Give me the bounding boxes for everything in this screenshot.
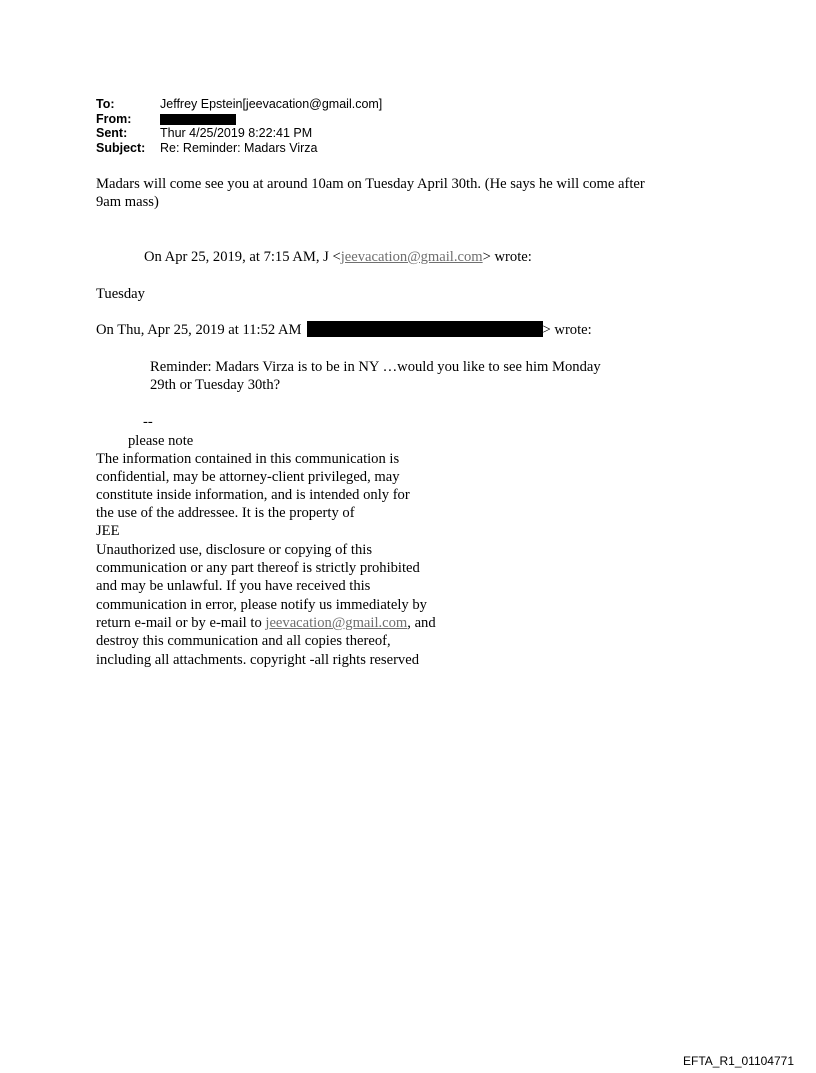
disclaimer-line: the use of the addressee. It is the property of	[96, 505, 355, 521]
disclaimer-line: communication in error, please notify us immediately by	[96, 597, 427, 613]
disclaimer-email-prefix: return e-mail or by e-mail to	[96, 615, 266, 631]
sent-label: Sent:	[96, 126, 128, 140]
from-redaction	[160, 114, 236, 125]
sender-redaction	[307, 321, 543, 337]
body-line-2: 9am mass)	[96, 194, 159, 210]
subject-label: Subject:	[96, 140, 146, 155]
quote-header-1	[144, 248, 532, 266]
disclaimer-line: Unauthorized use, disclosure or copying of this	[96, 542, 373, 558]
disclaimer-email-suffix: , and	[407, 615, 436, 631]
disclaimer-line: including all attachments. copyright -all rights reserved	[96, 652, 419, 668]
quote-header-2	[96, 321, 592, 339]
sent-row	[96, 126, 382, 141]
reminder-line-2: 29th or Tuesday 30th?	[150, 377, 281, 393]
quote-header-2-prefix: On Thu, Apr 25, 2019 at 11:52 AM	[96, 322, 302, 338]
to-label: To:	[96, 97, 115, 111]
disclaimer-line: communication or any part thereof is strictly prohibited	[96, 560, 420, 576]
disclaimer-email-line	[96, 614, 436, 632]
please-note: please note	[128, 433, 194, 449]
disclaimer-line: and may be unlawful. If you have received this	[96, 578, 371, 594]
reminder-line-1: Reminder: Madars Virza is to be in NY …would you like to see him Monday	[150, 359, 601, 375]
subject-value: Re: Reminder: Madars Virza	[160, 140, 318, 155]
signature-dashes: --	[143, 414, 153, 430]
disclaimer-line: The information contained in this communication is	[96, 451, 400, 467]
disclaimer-email-link[interactable]: jeevacation@gmail.com	[265, 615, 408, 631]
email-header	[96, 97, 382, 155]
subject-row	[96, 141, 382, 156]
to-value: Jeffrey Epstein[jeevacation@gmail.com]	[160, 97, 383, 111]
disclaimer-line: JEE	[96, 523, 120, 539]
disclaimer-line: constitute inside information, and is intended only for	[96, 487, 410, 503]
quote-header-1-suffix: > wrote:	[482, 249, 532, 265]
disclaimer-line: destroy this communication and all copies thereof,	[96, 633, 391, 649]
sent-value: Thur 4/25/2019 8:22:41 PM	[160, 126, 313, 140]
quote-email-link[interactable]: jeevacation@gmail.com	[340, 249, 483, 265]
quote-header-1-prefix: On Apr 25, 2019, at 7:15 AM, J <	[144, 249, 341, 265]
disclaimer-line: confidential, may be attorney-client privileged, may	[96, 469, 400, 485]
body-line-1: Madars will come see you at around 10am on Tuesday April 30th. (He says he will come after	[96, 176, 645, 192]
document-id: EFTA_R1_01104771	[683, 1054, 794, 1068]
from-row	[96, 112, 382, 127]
quote-header-2-suffix: > wrote:	[542, 322, 592, 338]
from-label: From:	[96, 111, 132, 126]
reply-text: Tuesday	[96, 286, 145, 302]
to-row	[96, 97, 382, 112]
